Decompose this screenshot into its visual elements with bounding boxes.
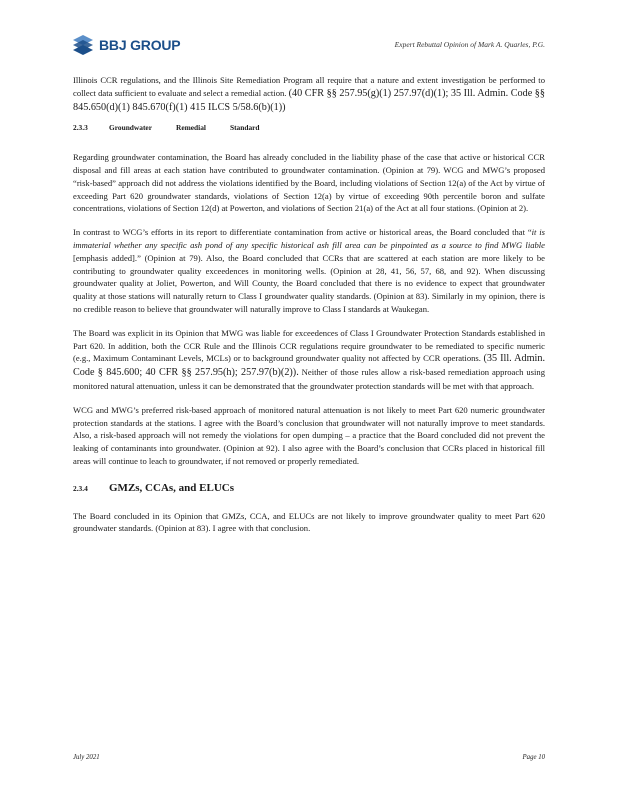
footer-date: July 2021	[73, 754, 100, 761]
document-body	[73, 74, 545, 546]
paragraph-in-contrast-rest: [emphasis added].” (Opinion at 79). Also, the Board concluded that CCRs that are scattered at each station are more likely to be contributing to groundwater quality exceedences in monitoring wells. (Opinion at 28, 41, 56, 57, 68, and 92). When discussing groundwater quality at Joliet, Powerton, and Will County, the Board concluded that there is no evidence to expect that groundwater quality at those stations will naturally return to Class I groundwater quality standards. (Opinion at 83). Similarly in my opinion, there is no credible reason to believe that groundwater will naturally improve to Class I standards at Waukegan.	[73, 252, 545, 314]
paragraph-regulations-text: Illinois CCR regulations, and the Illinois Site Remediation Program all require that a nature and extent investigation be performed to collect data sufficient to evaluate and select a remedial action.	[73, 75, 545, 98]
paragraph-board-explicit	[73, 327, 545, 393]
board-quote: it is immaterial whether any specific ash pond of any specific historical ash fill area can be pinpointed as a source to find MWG liable	[73, 227, 545, 250]
section-number: 2.3.4	[73, 483, 88, 493]
company-logo	[71, 34, 180, 56]
paragraph-in-contrast	[73, 226, 545, 316]
logo-text: BBJ GROUP	[99, 37, 181, 53]
paragraph-risk-based-approach: WCG and MWG’s preferred risk-based approach of monitored natural attenuation is not likely to meet Part 620 numeric groundwater protection standards at the stations. I agree with the Board’s conclusion that groundwater will not naturally improve to meet standards. Also, a risk-based approach will not remedy the violations for open dumping – a practice that the Board concluded did not prevent the leaking of contaminants into groundwater. (Opinion at 92). I also agree with the Board’s conclusion that CCRs placed in historical fill areas will continue to leach to groundwater, if not removed or properly remediated.	[73, 404, 545, 466]
section-heading-2-3-4	[73, 482, 545, 496]
regulation-citation: (40 CFR §§ 257.95(g)(1) 257.97(d)(1); 35 Ill. Admin. Code §§ 845.650(d)(1) 845.670(f)(1) 415 ILCS 5/58.6(b)(1))	[73, 87, 545, 113]
section-title: GMZs, CCAs, and ELUCs	[109, 481, 234, 494]
paragraph-gmz-conclusion: The Board concluded in its Opinion that GMZs, CCA, and ELUCs are not likely to improve groundwater quality to meet Part 620 groundwater standards. (Opinion at 83). I agree with that conclusion.	[73, 510, 545, 534]
admin-code-citation: (35 Ill. Admin. Code § 845.600; 40 CFR §§ 257.95(h); 257.97(b)(2)).	[73, 353, 545, 379]
running-title: Expert Rebuttal Opinion of Mark A. Quarles, P.G.	[394, 40, 545, 49]
section-title-word: Standard	[229, 123, 260, 133]
paragraph-regulations	[73, 74, 545, 114]
section-title-word: Remedial	[175, 123, 206, 133]
section-title-word: Groundwater	[109, 123, 152, 133]
section-number: 2.3.3	[73, 123, 88, 133]
paragraph-board-explicit-text: The Board was explicit in its Opinion that MWG was liable for exceedences of Class I Groundwater Protection Standards established in Part 620. In addition, both the CCR Rule and the Illinois CCR regulations require groundwater to be remediated to specific numeric (e.g., Maximum Contaminant Levels, MCLs) or to background groundwater quality not affected by CCR operations.	[73, 327, 545, 364]
paragraph-in-contrast-lead: In contrast to WCG’s efforts in its report to differentiate contamination from active or historical areas, the Board concluded that “	[73, 227, 532, 238]
bbj-group-mark-icon	[71, 34, 95, 56]
section-heading-2-3-3	[73, 122, 545, 135]
footer-page-number: Page 10	[522, 754, 545, 761]
paragraph-groundwater-contamination: Regarding groundwater contamination, the Board has already concluded in the liability phase of the case that active or historical CCR disposal and fill areas at each station have contributed to groundwater contamination. (Opinion at 79). WCG and MWG’s proposed “risk-based” approach did not address the violations identified by the Board, including violations of Section 12(a) of the Act by virtue of exceeding Part 620 groundwater standards, violations of Section 12(a) by virtue of exceeding 90th percentile boron and sulfate concentrations, violations of Section 12(d) at Powerton, and violations of Section 21(a) of the Act at all four stations. (Opinion at 2).	[73, 152, 545, 214]
paragraph-board-explicit-end: Neither of those rules allow a risk-based remediation approach using monitored natural attenuation, unless it can be demonstrated that the groundwater protection standards will be met with that approach.	[73, 367, 545, 391]
